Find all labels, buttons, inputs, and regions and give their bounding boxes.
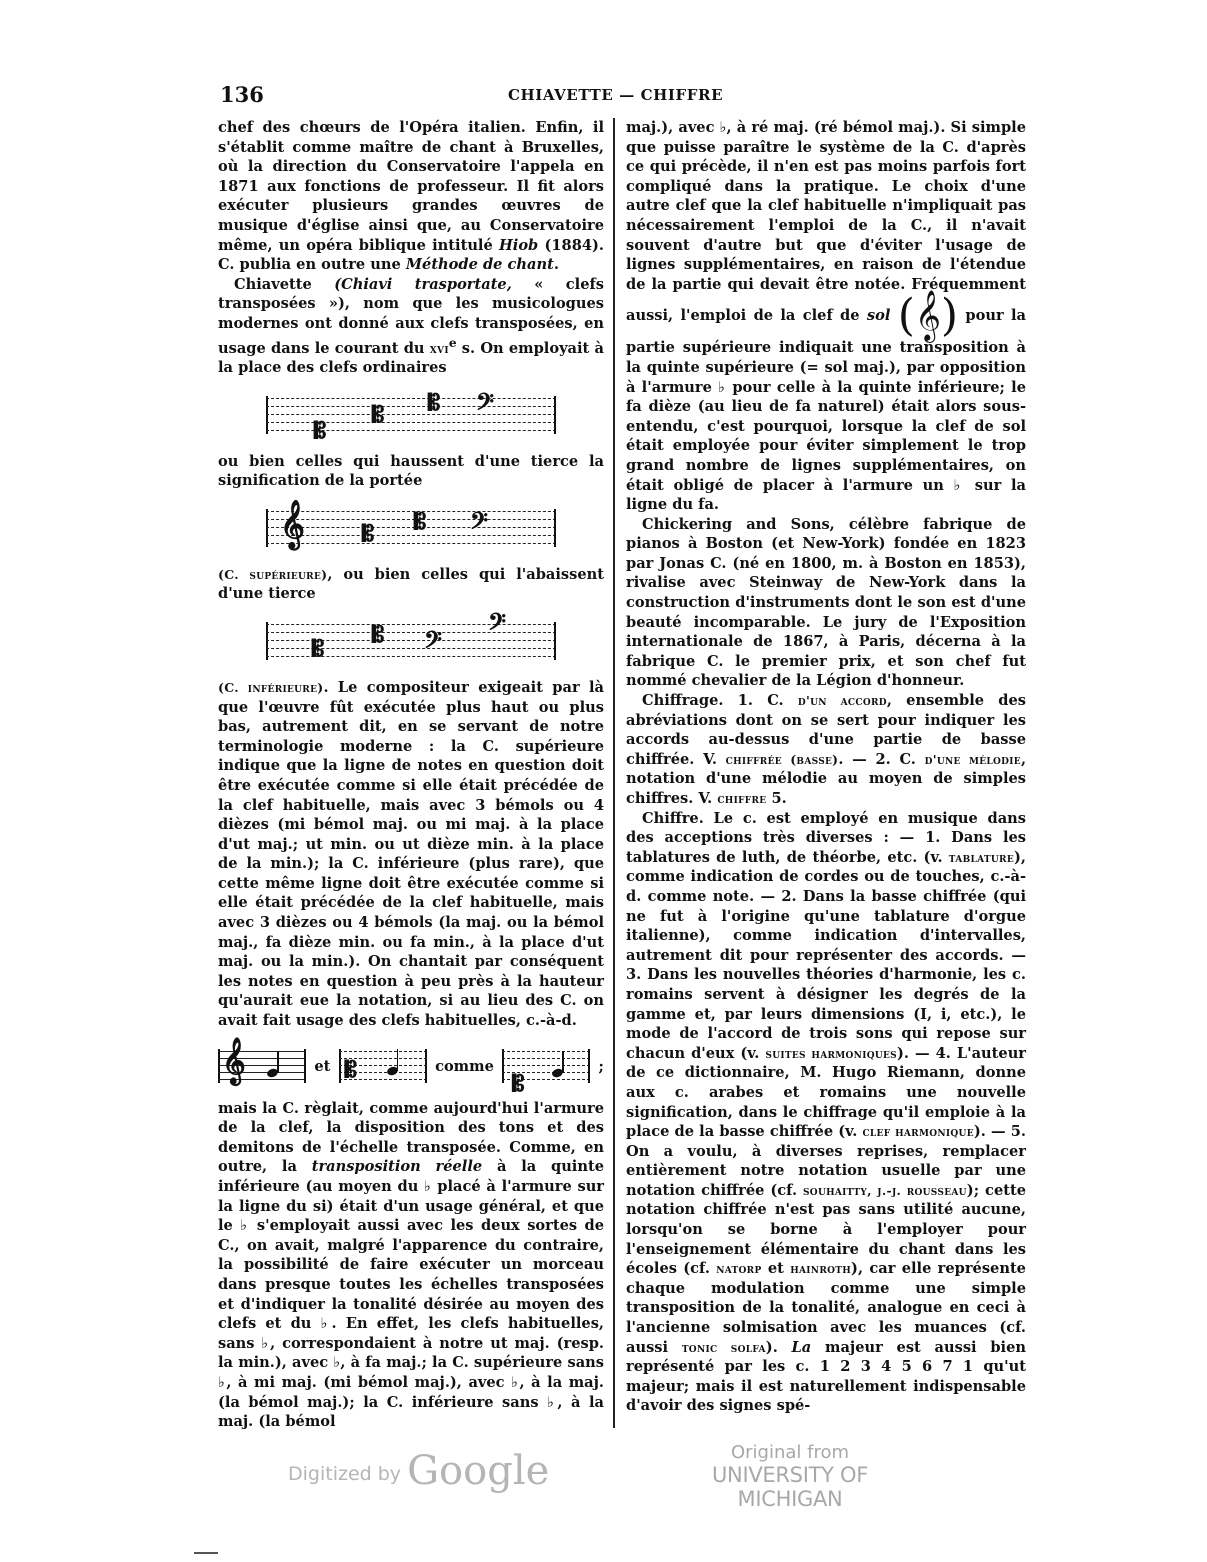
staff-c-clef xyxy=(339,1045,427,1089)
left-column xyxy=(218,118,604,1432)
page-number: 136 xyxy=(220,82,264,107)
cross-reference: tonic solfa xyxy=(681,1339,766,1355)
staff-line xyxy=(266,535,556,536)
italic-gloss: (Chiavi trasportate, xyxy=(334,275,512,293)
label-et: et xyxy=(314,1057,331,1075)
text: majeur est aussi bien représenté par les c. 1 2 3 4 5 6 7 1 qu'ut majeur; mais il est naturellement indispensable d'avoir des signes spé- xyxy=(626,1338,1026,1415)
staff-line xyxy=(339,1051,427,1052)
text: 5. xyxy=(766,790,787,807)
italic-title: Méthode de chant xyxy=(405,256,554,274)
treble-clef-icon: 𝄞 xyxy=(280,498,305,548)
barline xyxy=(304,1049,306,1083)
italic-term: La xyxy=(791,1338,812,1356)
music-example-staff-3 xyxy=(218,607,604,668)
headword: Chiavette xyxy=(234,275,312,293)
staff-line xyxy=(266,543,556,544)
note-head xyxy=(386,1065,399,1076)
c-clef-icon: 𝄡 xyxy=(312,635,325,662)
headword: Chiffrage. xyxy=(642,692,724,710)
staff-treble xyxy=(218,1036,306,1089)
text: . Le compositeur exigeait par là que l'œuvre fût exécutée plus haut ou plus bas, autrement dit, en se servant de notre terminologie moderne : la C. supérieure indique que la ligne de notes en question doit être exécutée comme si elle était précédée de la clef habituelle, mais avec 3 bémols ou 4 dièzes (mi bémol maj. ou mi maj. à la place d'ut maj.; ut min. ou ut dièze min. à la place de la min.); la C. inférieure (plus rare), que cette même ligne doit être exécutée comme si elle était précédée de la clef habituelle, mais avec 3 dièzes ou 4 bémols (la maj. ou la bémol maj., fa dièze min. ou fa min., à la place d'ut maj. ou la min.). On chantait par conséquent les notes en question à peu près à la hauteur qu'aurait eue la notation, si au lieu des C. on avait fait usage des clefs habituelles, c.-à-d. xyxy=(218,678,604,1030)
column-divider xyxy=(613,118,615,1428)
barline xyxy=(588,1049,590,1083)
text: s. On employait à la place des clefs ordinaires xyxy=(218,339,604,376)
text: . — 2. C. xyxy=(838,750,925,768)
original-from-label: Original from xyxy=(730,1442,850,1463)
google-logo: Google xyxy=(407,1448,550,1494)
c-clef-icon: 𝄡 xyxy=(414,508,427,535)
text: ). xyxy=(765,1338,792,1356)
digitized-label: Digitized by xyxy=(288,1463,408,1485)
text: ), car elle représente chaque modulation comme une simple transposition de la tonalité, analogue en ceci à l'ancienne solmisation avec les muances (cf. aussi xyxy=(626,1260,1026,1356)
staff xyxy=(266,607,556,668)
entry-chickering xyxy=(626,515,1026,691)
cross-reference: chiffre xyxy=(717,791,767,806)
text: . xyxy=(553,256,559,274)
music-example-staff-2 xyxy=(218,498,604,555)
staff xyxy=(266,498,556,555)
university-name: UNIVERSITY OF MICHIGAN xyxy=(711,1463,869,1511)
text: et xyxy=(761,1260,791,1278)
paragraph xyxy=(218,678,604,1031)
century-numeral: xvi xyxy=(429,340,449,356)
staff-line xyxy=(266,624,556,625)
cross-reference: tablature xyxy=(948,849,1014,865)
semicolon: ; xyxy=(598,1057,604,1075)
staff-line xyxy=(502,1065,590,1066)
c-clef-icon: 𝄡 xyxy=(314,417,327,444)
music-example-inline xyxy=(218,1036,604,1097)
entry-chiffrage xyxy=(626,691,1026,809)
paragraph xyxy=(218,1099,604,1432)
headword: Chiffre. xyxy=(642,809,704,827)
staff-line xyxy=(502,1051,590,1052)
text: 1. C. xyxy=(723,692,798,710)
small-caps-term: d'une mélodie xyxy=(924,751,1021,767)
headword: Chickering and Sons, xyxy=(642,515,835,533)
entry-chiavette xyxy=(218,275,604,378)
italic-term: transposition réelle xyxy=(311,1158,483,1176)
italic-title: Hiob xyxy=(498,236,539,254)
paragraph-continuation xyxy=(218,118,604,275)
cross-reference: souhaitty, j.-j. rousseau xyxy=(803,1182,967,1198)
text: ). — 4. L'auteur de ce dictionnaire, M. Hugo Riemann, donne aux c. arabes et romains une nouvelle signification, dans le chiffrage qu'il emploie à la place de la basse chiffrée (v. xyxy=(626,1044,1026,1141)
barline xyxy=(554,396,556,434)
text: , ensemble des abréviations dont on se sert pour indiquer les accords au-dessus d'une partie de basse chiffrée. V. xyxy=(626,692,1027,768)
text: à la quinte inférieure (au moyen du ♭ placé à l'armure sur la ligne du si) était d'un usage général, et que le ♭ s'employait aussi avec les deux sortes de C., on avait, malgré l'apparence du contraire, la possibilité de faire exécuter un morceau dans presque toutes les échelles transposées et d'indiquer la tonalité désirée au moyen des clefs et du ♭. En effet, les clefs habituelles, sans ♭, correspondaient à notre ut maj. (resp. la min.), avec ♭, à fa maj.; la C. supérieure sans ♭, à mi maj. (mi bémol maj.), avec ♭, à la maj. (la bémol maj.); la C. inférieure sans ♭, à la maj. (la bémol xyxy=(218,1158,604,1431)
text: (1884). C. publia en outre une xyxy=(218,236,604,274)
page-header xyxy=(220,82,724,112)
label-comme: comme xyxy=(435,1057,494,1075)
cross-reference: chiffrée (basse) xyxy=(725,751,839,767)
bass-clef-icon: 𝄢 xyxy=(476,387,495,421)
text: pour la partie supérieure indiquait une transposition à la quinte supérieure (= sol maj.), par opposition à l'armure ♭ pour celle à la quinte inférieure; le fa dièze (au lieu de fa naturel) était alors sous-entendu, c'est pourquoi, lorsque la clef de sol était employée pour éviter simplement le trop grand nombre de lignes supplémentaires, on était obligé de placer à l'armure un ♭ sur la ligne du fa. xyxy=(626,307,1026,514)
c-clef-icon: 𝄡 xyxy=(372,401,385,428)
staff-line xyxy=(266,648,556,649)
text: ); cette notation chiffrée n'est pas sans utilité aucune, lorsqu'on se borne à l'employer pour l'enseignement élémentaire du chant dans les écoles (cf. xyxy=(626,1181,1026,1278)
text: célèbre fabrique de pianos à Boston (et New-York) fondée en 1823 par Jonas C. (né en 1800, m. à Boston en 1853), rivalise avec Steinway de New-York dans la construction d'instruments dont le son est d'une beauté incomparable. Le jury de l'Exposition internationale de 1867, à Paris, décerna à la fabrique C. le premier prix, et son chef fut nommé chevalier de la Légion d'honneur. xyxy=(626,515,1026,690)
staff-line xyxy=(266,511,556,512)
note-stem xyxy=(562,1051,564,1073)
staff-line xyxy=(266,519,556,520)
paragraph xyxy=(218,565,604,604)
staff-line xyxy=(266,406,556,407)
barline xyxy=(218,1049,220,1083)
cross-reference: hainroth xyxy=(790,1261,852,1277)
running-head: CHIAVETTE — CHIFFRE xyxy=(508,86,724,104)
paragraph-continuation xyxy=(626,118,1026,515)
text: ). — 5. On a voulu, à diverses reprises, remplacer entièrement notre notation usuelle par une notation chiffrée (cf. xyxy=(626,1123,1026,1199)
text: mais la C. règlait, comme aujourd'hui l'armure de la clef, la disposition des tons et des demitons de l'échelle transposée. Comme, en outre, la xyxy=(218,1099,604,1176)
barline xyxy=(339,1049,341,1083)
text: , notation d'une mélodie au moyen de simples chiffres. V. xyxy=(626,750,1027,807)
barline xyxy=(266,509,268,547)
c-clef-icon: 𝄡 xyxy=(362,520,375,547)
staff-line xyxy=(266,422,556,423)
staff-line xyxy=(266,656,556,657)
barline xyxy=(554,622,556,660)
original-from xyxy=(665,1442,915,1511)
paragraph: ou bien celles qui haussent d'une tierce la signification de la portée xyxy=(218,452,604,490)
italic-term: sol xyxy=(866,307,891,325)
text: Le c. est employé en musique dans des acceptions très diverses : — 1. Dans les tablatures de luth, de théorbe, etc. (v. xyxy=(626,809,1026,866)
bass-clef-icon: 𝄢 xyxy=(424,625,443,659)
treble-clef-icon: (𝄞) xyxy=(897,290,959,342)
staff-line xyxy=(502,1058,590,1059)
scan-edge-mark xyxy=(194,1552,218,1554)
c-clef-icon: 𝄡 xyxy=(344,1056,357,1083)
staff-line xyxy=(266,527,556,528)
staff-line xyxy=(266,398,556,399)
bass-clef-icon: 𝄢 xyxy=(470,506,489,540)
cross-reference: suites harmoniques xyxy=(765,1045,897,1061)
small-caps-term: d'un accord xyxy=(797,693,887,709)
staff-line xyxy=(266,430,556,431)
digitized-by-google xyxy=(288,1448,549,1494)
text: « clefs transposées »), nom que les musicologues modernes ont donné aux clefs transposées, en usage dans le courant du xyxy=(218,275,604,357)
staff-line xyxy=(266,414,556,415)
c-clef-icon: 𝄡 xyxy=(372,621,385,648)
barline xyxy=(502,1049,504,1083)
barline xyxy=(425,1049,427,1083)
c-clef-icon: 𝄡 xyxy=(512,1070,525,1097)
bass-clef-icon: 𝄢 xyxy=(488,607,507,641)
barline xyxy=(266,396,268,434)
staff xyxy=(266,387,556,444)
text: chef des chœurs de l'Opéra italien. Enfin, il s'établit comme maître de chant à Bruxelles, où la direction du Conservatoire l'appela en 1871 aux fonctions de professeur. Il fit alors exécuter plusieurs grandes œuvres de musique d'église ainsi que, au Conservatoire même, un opéra biblique intitulé xyxy=(218,119,604,254)
barline xyxy=(266,622,268,660)
cross-reference: natorp xyxy=(716,1261,762,1277)
text: ), comme indication de cordes ou de touches, c.-à-d. comme note. — 2. Dans la basse chiffrée (qui ne fut à l'origine qu'une tablature d'orgue italienne), comme indication d'intervalles, autrement dit pour représenter des accords. — 3. Dans les nouvelles théories d'harmonie, les c. romains servent à désigner les degrés de la gamme et, par leurs dimensions (I, i, etc.), le mode de l'accord de trois sons qui repose sur chacun d'eux (v. xyxy=(626,848,1026,1062)
small-caps-term: (C. inférieure) xyxy=(218,679,324,695)
staff-line xyxy=(266,640,556,641)
cross-reference: clef harmonique xyxy=(862,1124,974,1140)
text: maj.), avec ♭, à ré maj. (ré bémol maj.). Si simple que puisse paraître le système de la C. d'après ce qui précède, il n'en est pas moins parfois fort compliqué dans la pratique. Le choix d'une autre clef que la clef habituelle n'impliquait pas nécessairement l'emploi de la C., il n'avait souvent d'autre but que d'éviter l'usage de lignes supplémentaires, en raison de l'étendue de la partie qui devait être notée. Fréquemment aussi, l'emploi de la clef de xyxy=(626,119,1026,325)
staff-c-clef-low xyxy=(502,1045,590,1097)
music-example-staff-1 xyxy=(218,387,604,444)
small-caps-term: (C. supérieure) xyxy=(218,566,328,582)
superscript: e xyxy=(448,335,457,350)
text: , ou bien celles qui l'abaissent d'une tierce xyxy=(218,565,604,603)
entry-chiffre xyxy=(626,809,1026,1416)
treble-clef-icon: 𝄞 xyxy=(222,1036,246,1084)
c-clef-icon: 𝄡 xyxy=(428,389,441,416)
footer-watermark xyxy=(0,1438,1207,1511)
staff-line xyxy=(266,632,556,633)
right-column xyxy=(626,118,1026,1416)
barline xyxy=(554,509,556,547)
